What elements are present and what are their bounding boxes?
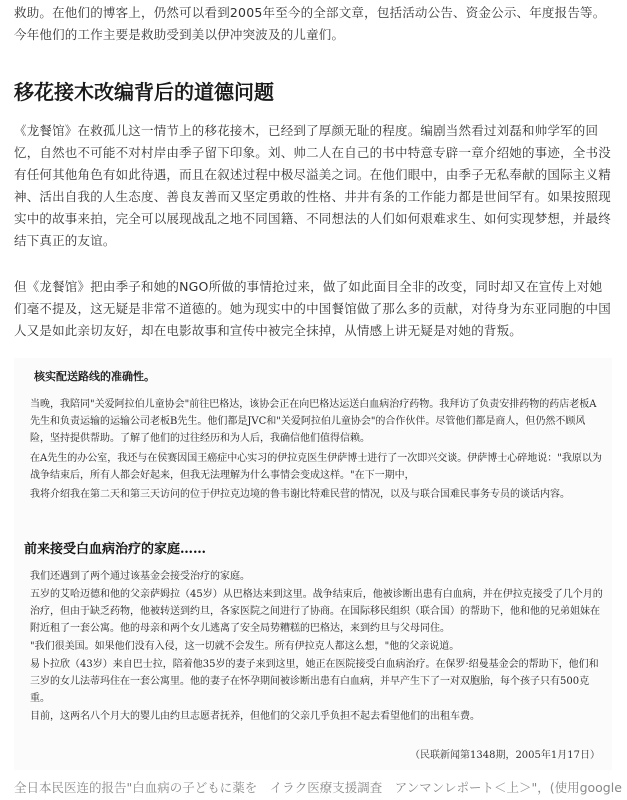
image-caption-link[interactable]: 全日本民医连的报告"白血病の子どもに薬を イラク医療支援調査 アンマンレポート＜上＞"，(使用google: [14, 780, 622, 795]
clipping-paragraph: 我们还遇到了两个通过该基金会接受治疗的家庭。: [30, 571, 250, 582]
clipping-paragraph: 我将介绍我在第二天和第三天访问的位于伊拉克边境的鲁韦谢比特难民营的情况，以及与联合国难民事务专员的谈话内容。: [30, 489, 570, 500]
clipping-paragraph: 五岁的艾哈迈德和他的父亲萨姆拉（45岁）从巴格达来到这里。战争结束后，他被诊断出患有白血病，并在伊拉克接受了几个月的治疗，但由于缺乏药物，他被转送到约旦，各家医院之间进行了协商。在国际移民组织（联合国）的帮助下，他和他的兄弟姐妹在附近租了一套公寓。他的母亲和两个女儿逃离了安全局势糟糕的巴格达，来到约旦与父母同住。: [30, 589, 603, 634]
clipping-source: （民联新闻第1348期，2005年1月17日）: [410, 750, 600, 761]
scanned-clipping-image: [14, 358, 612, 770]
clipping-subheading: 前来接受白血病治疗的家庭……: [24, 542, 207, 557]
clipping-title: 核实配送路线的准确性。: [34, 370, 155, 383]
body-paragraph-2: 但《龙餐馆》把由季子和她的NGO所做的事情抢过来，做了如此面目全非的改变，同时却又在宣传上对她们毫不提及，这无疑是非常不道德的。她为现实中的中国餐馆做了那么多的贡献，对待身为东亚同胞的中国人又是如此亲切友好，却在电影故事和宣传中被完全抹掉，从情感上讲无疑是对她的背叛。: [14, 279, 611, 338]
section-title: 移花接木改编背后的道德问题: [14, 80, 274, 104]
clipping-paragraph: 易卜拉欣（43岁）来自巴士拉，陪着他35岁的妻子来到这里，她正在医院接受白血病治疗。在保罗·绍曼基金会的帮助下，他们和三岁的女儿法蒂玛住在一套公寓里。他的妻子在怀孕期间被诊断出患有白血病，并早产生下了一对双胞胎，每个孩子只有500克重。: [30, 659, 599, 704]
body-paragraph-1: 《龙餐馆》在救孤儿这一情节上的移花接木，已经到了厚颜无耻的程度。编剧当然看过刘磊和帅学军的回忆，自然也不可能不对村岸由季子留下印象。刘、帅二人在自己的书中特意专辟一章介绍她的事迹，全书没有任何其他角色有如此待遇，而且在叙述过程中极尽溢美之词。在他们眼中，由季子无私奉献的国际主义精神、活出自我的人生态度、善良友善而又坚定勇敢的性格、井井有条的工作能力都是世间罕有。如果按照现实中的故事来拍，完全可以展现战乱之地不同国籍、不同想法的人们如何艰难求生、如何实现梦想，并最终结下真正的友谊。: [14, 123, 611, 248]
intro-paragraph: 救助。在他们的博客上，仍然可以看到2005年至今的全部文章，包括活动公告、资金公示、年度报告等。今年他们的工作主要是救助受到美以伊冲突波及的儿童们。: [14, 5, 606, 42]
clipping-paragraph: 在A先生的办公室，我还与在侯赛因国王癌症中心实习的伊拉克医生伊萨博士进行了一次即兴交谈。伊萨博士心碎地说："我原以为战争结束后，所有人都会好起来，但我无法理解为什么事情会变成这样。"在下一期中，: [30, 453, 602, 481]
clipping-paragraph: 当晚，我陪同"关爱阿拉伯儿童协会"前往巴格达，该协会正在向巴格达运送白血病治疗药物。我拜访了负责安排药物的药店老板A先生和负责运输的运输公司老板B先生。他们都是JVC和"关爱阿拉伯儿童协会"的合作伙伴。尽管他们都是商人，但仍然不顾风险，坚持提供帮助。了解了他们的过往经历和为人后，我确信他们值得信赖。: [30, 399, 597, 444]
clipping-paragraph: "我们很美国。如果他们没有入侵，这一切就不会发生。所有伊拉克人都这么想，"他的父亲说道。: [30, 641, 460, 652]
clipping-paragraph: 目前，这两名八个月大的婴儿由约旦志愿者抚养，但他们的父亲几乎负担不起去看望他们的出租车费。: [30, 711, 480, 722]
